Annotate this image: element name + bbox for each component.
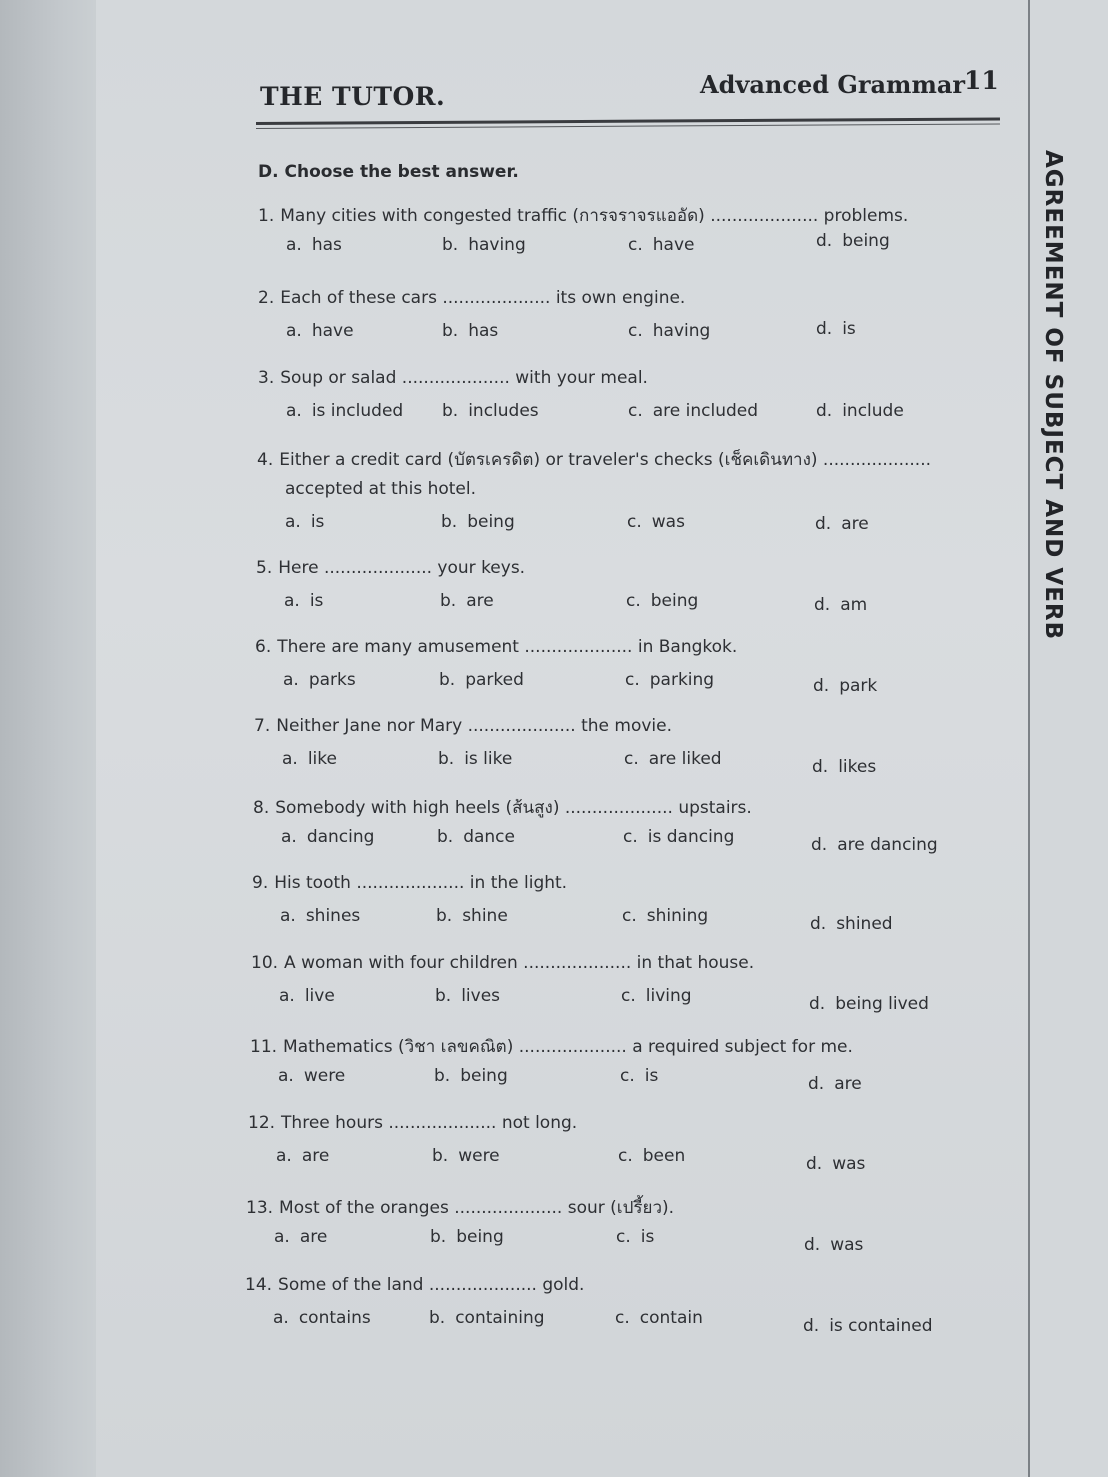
answer-option-d [816, 231, 890, 251]
option-text: is dancing [647, 827, 735, 847]
option-letter: c. [615, 1308, 630, 1328]
question-6 [255, 637, 878, 700]
question-text: Either a credit card (บัตรเครดิต) or traveler's checks (เช็คเดินทาง) .................... [279, 450, 932, 470]
question-stem [258, 368, 648, 401]
question-text: A woman with four children .................... in that house. [284, 953, 755, 973]
answer-option-d [806, 1154, 865, 1174]
option-letter: b. [429, 1308, 446, 1328]
question-text: Mathematics (วิชา เลขคณิต) .................... a required subject for me. [283, 1037, 853, 1057]
option-letter: b. [435, 986, 452, 1006]
option-letter: d. [808, 1074, 825, 1094]
option-letter: a. [274, 1227, 290, 1247]
option-letter: d. [809, 994, 826, 1014]
question-number: 14. [245, 1275, 273, 1295]
question-stem [258, 202, 908, 235]
option-text: containing [455, 1308, 545, 1328]
question-text: There are many amusement .................... in Bangkok. [277, 637, 738, 657]
answer-option-a [281, 827, 374, 847]
answer-option-b [441, 512, 515, 532]
option-text: being [842, 231, 890, 251]
option-text: are [841, 514, 869, 534]
option-letter: b. [436, 906, 453, 926]
option-letter: c. [627, 512, 642, 532]
answer-options [258, 231, 908, 265]
option-letter: d. [814, 595, 831, 615]
answer-option-b [440, 591, 494, 611]
answer-option-c [618, 1146, 685, 1166]
answer-option-c [626, 591, 698, 611]
option-text: contains [298, 1308, 371, 1328]
question-stem [246, 1194, 674, 1227]
question-4 [257, 446, 931, 542]
option-text: was [830, 1235, 864, 1255]
brand-title: THE TUTOR. [260, 82, 446, 111]
question-number: 6. [255, 637, 272, 657]
answer-option-c [628, 321, 710, 341]
option-letter: b. [442, 401, 459, 421]
answer-option-c [615, 1308, 703, 1328]
answer-option-d [804, 1235, 863, 1255]
option-letter: c. [616, 1227, 631, 1247]
answer-option-b [430, 1227, 504, 1247]
option-text: shined [836, 914, 893, 934]
question-stem [256, 558, 525, 591]
question-text: Neither Jane nor Mary .................... the movie. [276, 716, 672, 736]
chapter-side-label: AGREEMENT OF SUBJECT AND VERB [1040, 150, 1066, 641]
option-text: is [640, 1227, 655, 1247]
option-letter: b. [434, 1066, 451, 1086]
option-text: parking [649, 670, 715, 690]
option-letter: a. [281, 827, 297, 847]
answer-option-a [283, 670, 356, 690]
answer-option-c [624, 749, 722, 769]
answer-option-a [285, 512, 324, 532]
question-number: 11. [250, 1037, 278, 1057]
option-letter: c. [628, 321, 643, 341]
option-text: was [651, 512, 685, 532]
option-letter: a. [285, 512, 301, 532]
option-text: is [644, 1066, 659, 1086]
question-text: Most of the oranges .................... sour (เปรี้ยว). [279, 1198, 675, 1218]
option-text: shine [462, 906, 508, 926]
answer-option-b [442, 321, 498, 341]
answer-option-d [808, 1074, 862, 1094]
answer-option-c [628, 401, 758, 421]
option-letter: a. [282, 749, 298, 769]
option-letter: c. [621, 986, 636, 1006]
option-letter: d. [813, 676, 830, 696]
answer-option-b [429, 1308, 545, 1328]
answer-option-a [280, 906, 360, 926]
question-text: Three hours .................... not long. [281, 1113, 578, 1133]
answer-option-a [286, 401, 403, 421]
answer-option-a [284, 591, 323, 611]
option-text: having [652, 321, 711, 341]
answer-option-c [616, 1227, 654, 1247]
question-stem [257, 479, 931, 512]
option-letter: d. [806, 1154, 823, 1174]
option-letter: d. [812, 757, 829, 777]
option-letter: d. [815, 514, 832, 534]
answer-options [245, 1308, 933, 1338]
answer-options [258, 401, 904, 431]
question-stem [257, 446, 931, 479]
question-text: His tooth .................... in the light. [274, 873, 568, 893]
question-stem [248, 1113, 577, 1146]
option-text: lives [461, 986, 501, 1006]
option-text: includes [468, 401, 539, 421]
answer-options [246, 1227, 864, 1257]
option-text: is like [464, 749, 513, 769]
option-text: park [839, 676, 878, 696]
answer-options [252, 906, 893, 936]
answer-option-d [815, 514, 869, 534]
answer-options [258, 319, 856, 351]
option-letter: a. [278, 1066, 294, 1086]
option-letter: a. [279, 986, 295, 1006]
question-stem [251, 953, 754, 986]
question-stem [253, 794, 752, 827]
option-text: are [301, 1146, 330, 1166]
option-text: live [304, 986, 335, 1006]
option-text: is included [311, 401, 404, 421]
answer-option-a [273, 1308, 371, 1328]
option-letter: b. [440, 591, 457, 611]
question-stem [258, 288, 685, 321]
question-11 [250, 1033, 862, 1096]
option-letter: c. [623, 827, 638, 847]
answer-option-a [286, 321, 354, 341]
answer-option-b [442, 401, 539, 421]
question-text: Some of the land .................... gold. [278, 1275, 585, 1295]
option-letter: c. [624, 749, 639, 769]
answer-option-b [432, 1146, 500, 1166]
answer-option-a [286, 235, 342, 255]
answer-option-b [439, 670, 524, 690]
answer-option-d [811, 835, 938, 855]
option-letter: c. [626, 591, 641, 611]
option-text: are included [652, 401, 759, 421]
option-letter: d. [810, 914, 827, 934]
answer-option-a [282, 749, 337, 769]
option-text: are [466, 591, 494, 611]
option-letter: c. [625, 670, 640, 690]
answer-option-c [622, 906, 708, 926]
question-number: 9. [252, 873, 269, 893]
option-letter: a. [280, 906, 296, 926]
question-text: Each of these cars .................... its own engine. [280, 288, 686, 308]
option-text: being [467, 512, 515, 532]
question-number: 13. [246, 1198, 274, 1218]
answer-option-b [435, 986, 500, 1006]
question-1 [258, 202, 908, 265]
question-number: 7. [254, 716, 271, 736]
option-letter: a. [284, 591, 300, 611]
answer-option-d [809, 994, 929, 1014]
option-text: being lived [835, 994, 929, 1014]
question-9 [252, 873, 893, 936]
option-letter: c. [620, 1066, 635, 1086]
option-letter: b. [432, 1146, 449, 1166]
question-number: 1. [258, 206, 275, 226]
option-text: parks [308, 670, 356, 690]
option-letter: a. [286, 235, 302, 255]
answer-option-b [437, 827, 515, 847]
option-letter: b. [438, 749, 455, 769]
answer-option-a [276, 1146, 329, 1166]
question-stem [252, 873, 567, 906]
answer-option-c [620, 1066, 658, 1086]
binding-shadow [0, 0, 100, 1477]
question-number: 2. [258, 288, 275, 308]
question-2 [258, 288, 856, 351]
book-title: Advanced Grammar [700, 70, 966, 99]
option-letter: d. [803, 1316, 820, 1336]
question-13 [246, 1194, 864, 1257]
option-text: being [456, 1227, 504, 1247]
answer-options [248, 1146, 866, 1176]
answer-option-b [442, 235, 526, 255]
answer-option-a [278, 1066, 345, 1086]
answer-options [251, 986, 929, 1016]
answer-option-c [625, 670, 714, 690]
answer-option-b [434, 1066, 508, 1086]
answer-option-d [816, 401, 904, 421]
option-text: shines [305, 906, 361, 926]
option-text: was [832, 1154, 866, 1174]
answer-option-c [627, 512, 685, 532]
option-letter: b. [437, 827, 454, 847]
question-8 [253, 794, 938, 857]
option-letter: c. [628, 235, 643, 255]
option-text: is [310, 512, 325, 532]
option-text: living [645, 986, 692, 1006]
answer-option-c [621, 986, 692, 1006]
option-text: likes [838, 757, 877, 777]
option-letter: a. [283, 670, 299, 690]
answer-options [256, 591, 868, 621]
option-text: are [834, 1074, 862, 1094]
answer-option-d [813, 676, 877, 696]
answer-options [253, 827, 938, 857]
question-stem [254, 716, 672, 749]
option-text: has [468, 321, 499, 341]
option-text: am [840, 595, 868, 615]
option-letter: b. [442, 321, 459, 341]
question-10 [251, 953, 929, 1016]
question-text: Here .................... your keys. [278, 558, 526, 578]
option-text: are liked [648, 749, 722, 769]
option-letter: d. [816, 231, 833, 251]
option-letter: b. [442, 235, 459, 255]
option-letter: d. [811, 835, 828, 855]
question-number: 5. [256, 558, 273, 578]
question-number: 10. [251, 953, 279, 973]
answer-options [254, 749, 877, 779]
option-text: is contained [829, 1316, 933, 1336]
section-heading: D. Choose the best answer. [258, 162, 519, 182]
answer-option-b [438, 749, 512, 769]
option-letter: c. [628, 401, 643, 421]
question-3 [258, 368, 904, 431]
question-text: Many cities with congested traffic (การจราจรแออัด) .................... problems. [280, 206, 909, 226]
question-text: accepted at this hotel. [285, 479, 477, 499]
answer-options [255, 670, 878, 700]
option-text: has [311, 235, 342, 255]
answer-option-d [812, 757, 876, 777]
option-text: include [842, 401, 904, 421]
option-text: being [650, 591, 699, 611]
answer-option-a [279, 986, 335, 1006]
option-text: being [460, 1066, 508, 1086]
answer-option-c [628, 235, 694, 255]
option-letter: a. [286, 401, 302, 421]
question-number: 8. [253, 798, 270, 818]
option-letter: c. [622, 906, 637, 926]
answer-options [257, 512, 931, 542]
question-5 [256, 558, 868, 621]
option-letter: c. [618, 1146, 633, 1166]
question-stem [250, 1033, 853, 1066]
option-text: parked [465, 670, 524, 690]
option-letter: d. [804, 1235, 821, 1255]
option-letter: b. [441, 512, 458, 532]
option-letter: d. [816, 319, 833, 339]
question-number: 4. [257, 450, 274, 470]
option-text: were [303, 1066, 346, 1086]
answer-option-d [810, 914, 893, 934]
answer-option-a [274, 1227, 327, 1247]
question-12 [248, 1113, 866, 1176]
option-letter: a. [273, 1308, 289, 1328]
option-letter: a. [276, 1146, 292, 1166]
question-text: Soup or salad .................... with your meal. [280, 368, 648, 388]
option-text: been [642, 1146, 686, 1166]
option-text: are dancing [837, 835, 938, 855]
option-text: are [299, 1227, 328, 1247]
option-letter: a. [286, 321, 302, 341]
option-letter: d. [816, 401, 833, 421]
answer-option-c [623, 827, 734, 847]
question-number: 12. [248, 1113, 276, 1133]
option-text: shining [646, 906, 709, 926]
answer-option-b [436, 906, 508, 926]
answer-option-d [814, 595, 867, 615]
option-letter: b. [439, 670, 456, 690]
question-number: 3. [258, 368, 275, 388]
question-stem [255, 637, 737, 670]
answer-option-d [816, 319, 856, 339]
page-number: 11 [964, 66, 999, 95]
option-text: is [842, 319, 856, 339]
option-text: have [311, 321, 354, 341]
option-text: dance [463, 827, 515, 847]
question-7 [254, 716, 877, 779]
answer-options [250, 1066, 862, 1096]
question-14 [245, 1275, 933, 1338]
question-stem [245, 1275, 584, 1308]
option-text: is [309, 591, 324, 611]
question-text: Somebody with high heels (ส้นสูง) .................... upstairs. [275, 798, 752, 818]
option-text: were [458, 1146, 500, 1166]
answer-option-d [803, 1316, 933, 1336]
option-text: contain [639, 1308, 703, 1328]
option-text: have [652, 235, 695, 255]
option-text: dancing [306, 827, 375, 847]
option-text: having [468, 235, 526, 255]
option-text: like [307, 749, 337, 769]
option-letter: b. [430, 1227, 447, 1247]
